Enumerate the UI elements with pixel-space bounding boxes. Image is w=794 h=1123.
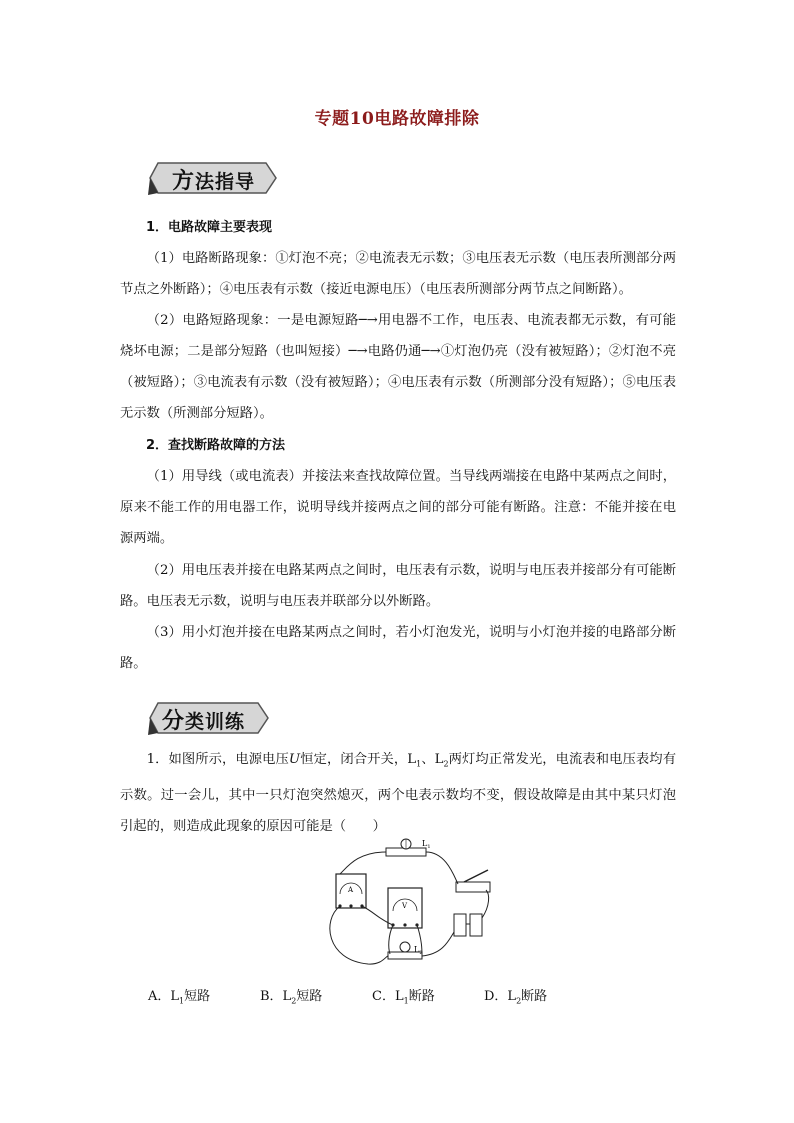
banner-title: 类训练 [185,711,246,733]
heading-1: 1．电路故障主要表现 [146,220,273,235]
question-stem: 1．如图所示，电源电压U恒定，闭合开关，$L_1$、$L_2$两灯均正常发光，电流表和电压表均有示数。过一会儿，其中一只灯泡突然熄灭，两个电表示数均不变，假设故障是由其中某只灯泡引起的，则造成此现象的原因可能是（ ） [120,752,676,834]
paragraph: （2）用电压表并接在电路某两点之间时，电压表有示数，说明与电压表并接部分有可能断路。电压表无示数，说明与电压表并联部分以外断路。 [120,563,676,609]
section-banner-method [148,161,278,195]
banner-title: 法指导 [195,171,256,193]
paragraph: （2）电路短路现象：一是电源短路─→用电器不工作，电压表、电流表都无示数，有可能烧坏电源；二是部分短路（也叫短接）─→电路仍通─→①灯泡仍亮（没有被短路）；②灯泡不亮（被短路）；③电流表有示数（没有被短路）；④电压表有示数（所测部分没有短路）；⑤电压表无示数（所测部分短路）。 [120,313,676,421]
label-l2: $L_2$ [414,945,423,956]
banner-first-char: 分 [162,709,186,734]
voltmeter-label: V [402,902,408,910]
paragraph: （1）用导线（或电流表）并接法来查找故障位置。当导线两端接在电路中某两点之间时，原来不能工作的用电器工作，说明导线并接两点之间的部分可能有断路。注意：不能并接在电源两端。 [120,469,676,546]
label-l1: $L_1$ [422,839,431,850]
ammeter-label: A [348,886,354,894]
option-d[interactable]: D．$L_2$断路 [484,989,548,1006]
circuit-figure [318,836,498,976]
paragraph: （1）电路断路现象：①灯泡不亮；②电流表无示数；③电压表无示数（电压表所测部分两节点之外断路）；④电压表有示数（接近电源电压）（电压表所测部分两节点之间断路）。 [120,251,676,297]
banner-first-char: 方 [172,169,196,194]
circuit-diagram [318,836,498,972]
answer-options [148,985,596,1006]
heading-2: 2．查找断路故障的方法 [146,438,286,453]
paragraph: （3）用小灯泡并接在电路某两点之间时，若小灯泡发光，说明与小灯泡并接的电路部分断路。 [120,625,676,671]
page-title: 专题10电路故障排除 [314,109,480,129]
section-banner-training [148,701,270,735]
option-a[interactable]: A．$L_1$短路 [148,989,211,1006]
option-c[interactable]: C．$L_1$断路 [372,989,435,1006]
option-b[interactable]: B．$L_2$短路 [260,989,323,1006]
